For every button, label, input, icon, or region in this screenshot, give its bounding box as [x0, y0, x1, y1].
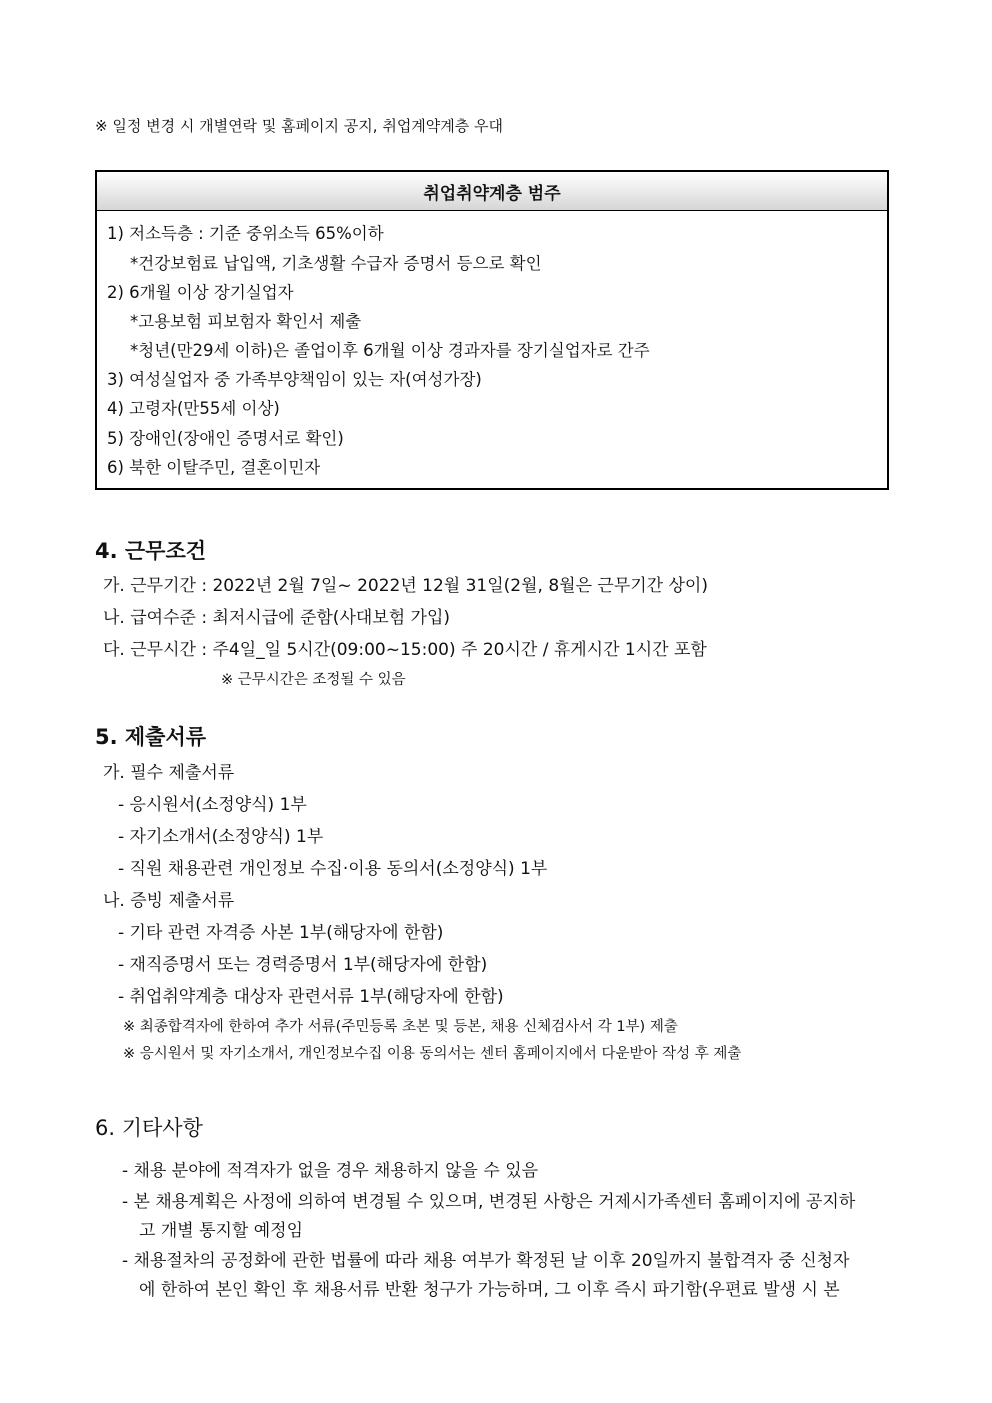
box-line: 6) 북한 이탈주민, 결혼이민자	[107, 458, 321, 477]
vulnerable-group-box	[95, 170, 889, 490]
section4-item: 다. 근무시간 : 주4일_일 5시간(09:00~15:00) 주 20시간 / 휴게시간 1시간 포함	[103, 640, 707, 660]
box-line: 2) 6개월 이상 장기실업자	[107, 283, 294, 302]
section6-line: - 본 채용계획은 사정에 의하여 변경될 수 있으며, 변경된 사항은 거제시가족센터 홈페이지에 공지하	[122, 1192, 856, 1212]
box-line: *청년(만29세 이하)은 졸업이후 6개월 이상 경과자를 장기실업자로 간주	[130, 341, 650, 360]
proof-doc-item: - 기타 관련 자격증 사본 1부(해당자에 한함)	[118, 923, 444, 943]
proof-doc-item: - 재직증명서 또는 경력증명서 1부(해당자에 한함)	[118, 955, 488, 975]
box-line: 4) 고령자(만55세 이상)	[107, 399, 280, 418]
box-line: 3) 여성실업자 중 가족부양책임이 있는 자(여성가장)	[107, 370, 482, 389]
required-doc-item: - 응시원서(소정양식) 1부	[118, 795, 307, 815]
vulnerable-group-title: 취업취약계층 범주	[97, 172, 887, 211]
section6-line: - 채용 분야에 적격자가 없을 경우 채용하지 않을 수 있음	[122, 1161, 539, 1181]
proof-doc-item: - 취업취약계층 대상자 관련서류 1부(해당자에 한함)	[118, 987, 504, 1007]
section6-title: 6. 기타사항	[95, 1116, 203, 1140]
box-line: 1) 저소득층 : 기준 중위소득 65%이하	[107, 224, 384, 243]
section4-title: 4. 근무조건	[95, 539, 207, 563]
notice-top: ※ 일정 변경 시 개별연락 및 홈페이지 공지, 취업계약계층 우대	[95, 117, 504, 135]
section4-item: 나. 급여수준 : 최저시급에 준함(사대보험 가입)	[103, 608, 451, 628]
required-docs-label: 가. 필수 제출서류	[103, 763, 235, 783]
section6-line: 에 한하여 본인 확인 후 채용서류 반환 청구가 가능하며, 그 이후 즉시 파기함(우편료 발생 시 본	[139, 1280, 840, 1300]
box-line: *고용보험 피보험자 확인서 제출	[130, 312, 362, 331]
box-line: *건강보험료 납입액, 기초생활 수급자 증명서 등으로 확인	[130, 254, 542, 273]
section4-item: 가. 근무기간 : 2022년 2월 7일~ 2022년 12월 31일(2월, 8월은 근무기간 상이)	[103, 576, 708, 596]
box-line: 5) 장애인(장애인 증명서로 확인)	[107, 429, 344, 448]
section5-title: 5. 제출서류	[95, 725, 207, 749]
section4-note: ※ 근무시간은 조정될 수 있음	[221, 672, 406, 688]
section5-note: ※ 최종합격자에 한하여 추가 서류(주민등록 초본 및 등본, 채용 신체검사서 각 1부) 제출	[123, 1019, 678, 1035]
proof-docs-label: 나. 증빙 제출서류	[103, 891, 235, 911]
required-doc-item: - 직원 채용관련 개인정보 수집·이용 동의서(소정양식) 1부	[118, 859, 548, 879]
section6-line: 고 개별 통지할 예정임	[139, 1221, 304, 1241]
section5-note: ※ 응시원서 및 자기소개서, 개인정보수집 이용 동의서는 센터 홈페이지에서 다운받아 작성 후 제출	[123, 1046, 742, 1062]
section6-line: - 채용절차의 공정화에 관한 법률에 따라 채용 여부가 확정된 날 이후 20일까지 불합격자 중 신청자	[122, 1251, 850, 1271]
required-doc-item: - 자기소개서(소정양식) 1부	[118, 827, 324, 847]
